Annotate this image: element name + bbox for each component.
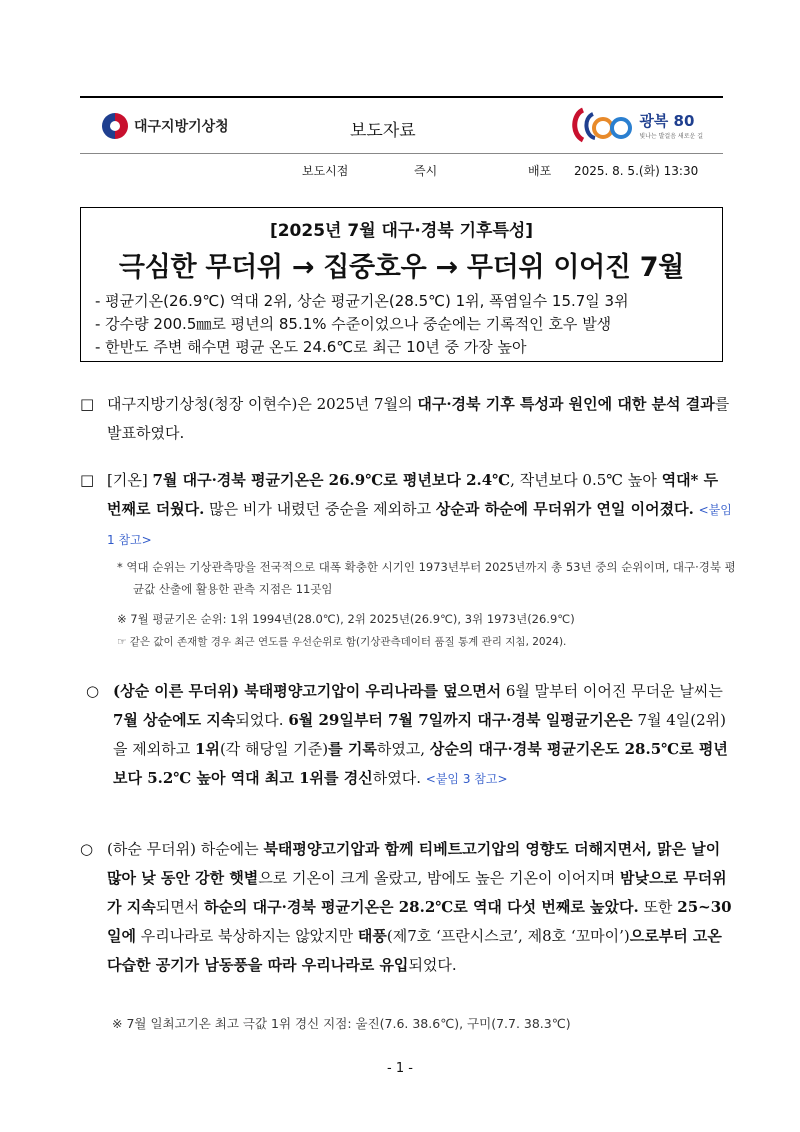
late-heat-typhoon: 태풍 [357,927,387,945]
headline-bullet: - 강수량 200.5㎜로 평년의 85.1% 수준이었으나 중순에는 기록적인 호우 발생 [95,315,612,333]
headline-title: 극심한 무더위 → 집중호우 → 무더위 이어진 7월 [118,252,685,283]
note-july-ranking: ※ 7월 평균기온 순위: 1위 1994년(28.0℃), 2위 2025년(26.9℃), 3위 1973년(26.9℃) [117,612,575,626]
late-heat-text-2: 으로 기온이 크게 올랐고, 밤에도 높은 기온이 이어지며 [258,869,621,887]
square-bullet-icon: □ [80,471,95,489]
intro-text-end: 를 발표하였다. [107,395,730,442]
late-heat-text-3: 되면서 [155,898,204,916]
intro-text: 대구지방기상청(청장 이현수)은 2025년 7월의 [107,395,418,413]
headline-bullet: - 한반도 주변 해수면 평균 온도 24.6℃로 최근 10년 중 가장 높아 [95,338,527,356]
intro-emphasis: 대구·경북 기후 특성과 원인에 대한 분석 결과 [417,395,715,413]
note-max-temp-record: ※ 7월 일최고기온 최고 극값 1위 경신 지점: 울진(7.6. 38.6℃), 구미(7.7. 38.3℃) [112,1016,571,1031]
headline-subtitle: [2025년 7월 대구·경북 기후특성] [269,221,534,241]
late-heat-text-4: 또한 [638,898,678,916]
paragraph-intro [80,390,735,448]
note-tie-rule: ☞ 같은 값이 존재할 경우 최근 연도를 우선순위로 함(기상관측데이터 품질 통계 관리 지침, 2024). [117,636,567,648]
headline-bullets [95,290,708,359]
late-heat-dates: 25~30일에 [107,898,732,945]
temp-rank: 역대* 두 번째로 더웠다. [107,471,719,518]
late-heat-typhoon-names: (제7호 ‘프란시스코’, 제8호 ‘꼬마이’) [386,927,630,945]
early-heat-text-2: 되었다. [235,711,289,729]
early-heat-heading: (상순 이른 무더위) 북태평양고기압이 우리나라를 덮으면서 [113,682,502,700]
early-heat-text-3: 7월 4일(2위)을 제외하고 [113,711,727,758]
early-heat-record: 를 기록 [328,740,377,758]
kma-emblem-icon [102,113,128,139]
paragraph-early-heat [86,677,736,794]
appendix-3-link[interactable]: <붙임 3 참고> [425,772,508,786]
early-heat-text-4: 하였고, [376,740,430,758]
page-number: - 1 - [387,1061,413,1076]
early-heat-rank: 1위 [195,740,220,758]
late-heat-emphasis-3: 하순의 대구·경북 평균기온은 28.2℃로 역대 다섯 번째로 높았다. [203,898,639,916]
distribution-value: 2025. 8. 5.(화) 13:30 [574,164,699,178]
late-heat-text-5: 우리나라로 북상하지는 않았지만 [135,927,358,945]
org-logo [102,113,229,139]
liberation-80-emblem-icon [569,104,633,146]
liberation-80-title: 광복 80 [639,112,695,130]
release-value: 즉시 [414,164,438,178]
late-heat-emphasis-4: 으로부터 고온다습한 공기가 남동풍을 따라 우리나라로 유입 [107,927,722,974]
paragraph-temperature [80,466,735,555]
late-heat-emphasis-2: 밤낮으로 무더위가 지속 [107,869,727,916]
appendix-1-link[interactable]: <붙임 1 참고> [107,503,732,547]
late-heat-text: 하순에는 [195,840,264,858]
circle-bullet-icon: ○ [80,840,94,858]
document-type: 보도자료 [350,121,416,141]
temp-tag: [기온] [107,471,153,489]
liberation-80-slogan: 빛나는 발걸음 새로운 길 [639,133,703,140]
early-heat-emphasis-3: 상순의 대구·경북 평균기온도 28.5℃로 평년보다 5.2℃ 높아 역대 최고 1위를 경신 [113,740,728,787]
footnote-ranking: * 역대 순위는 기상관측망을 전국적으로 대폭 확충한 시기인 1973년부터 2025년까지 총 53년 중의 순위이며, 대구·경북 평균값 산출에 활용한 관측 지점은 11곳임 [117,560,736,596]
headline-box [80,207,723,362]
early-heat-emphasis-2: 6월 29일부터 7월 7일까지 대구·경북 일평균기온은 [288,711,633,729]
late-heat-heading: (하순 무더위) [107,840,196,858]
paragraph-late-heat [80,835,735,980]
temp-emphasis-2: 상순과 하순에 무더위가 연일 이어졌다. [435,500,694,518]
early-heat-basis: (각 해당일 기준) [219,740,329,758]
early-heat-text: 6월 말부터 이어진 무더운 날씨는 [501,682,723,700]
temp-emphasis: 7월 대구·경북 평균기온은 26.9℃로 평년보다 2.4℃ [152,471,511,489]
early-heat-emphasis: 7월 상순에도 지속 [113,711,236,729]
liberation-80-logo [569,104,703,146]
temp-text-2: 많은 비가 내렸던 중순을 제외하고 [204,500,436,518]
square-bullet-icon: □ [80,395,95,413]
release-label: 보도시점 [302,164,349,178]
circle-bullet-icon: ○ [86,682,100,700]
distribution-label: 배포 [528,164,552,178]
late-heat-text-6: 되었다. [408,956,457,974]
header-bar [80,96,723,154]
org-name: 대구지방기상청 [134,119,229,135]
late-heat-emphasis: 북태평양고기압과 함께 티베트고기압의 영향도 더해지면서, 맑은 날이 많아 낮 동안 강한 햇볕 [107,840,721,887]
early-heat-text-5: 하였다. [372,769,421,787]
headline-bullet: - 평균기온(26.9℃) 역대 2위, 상순 평균기온(28.5℃) 1위, 폭염일수 15.7일 3위 [95,292,629,310]
temp-text: , 작년보다 0.5℃ 높아 [510,471,662,489]
